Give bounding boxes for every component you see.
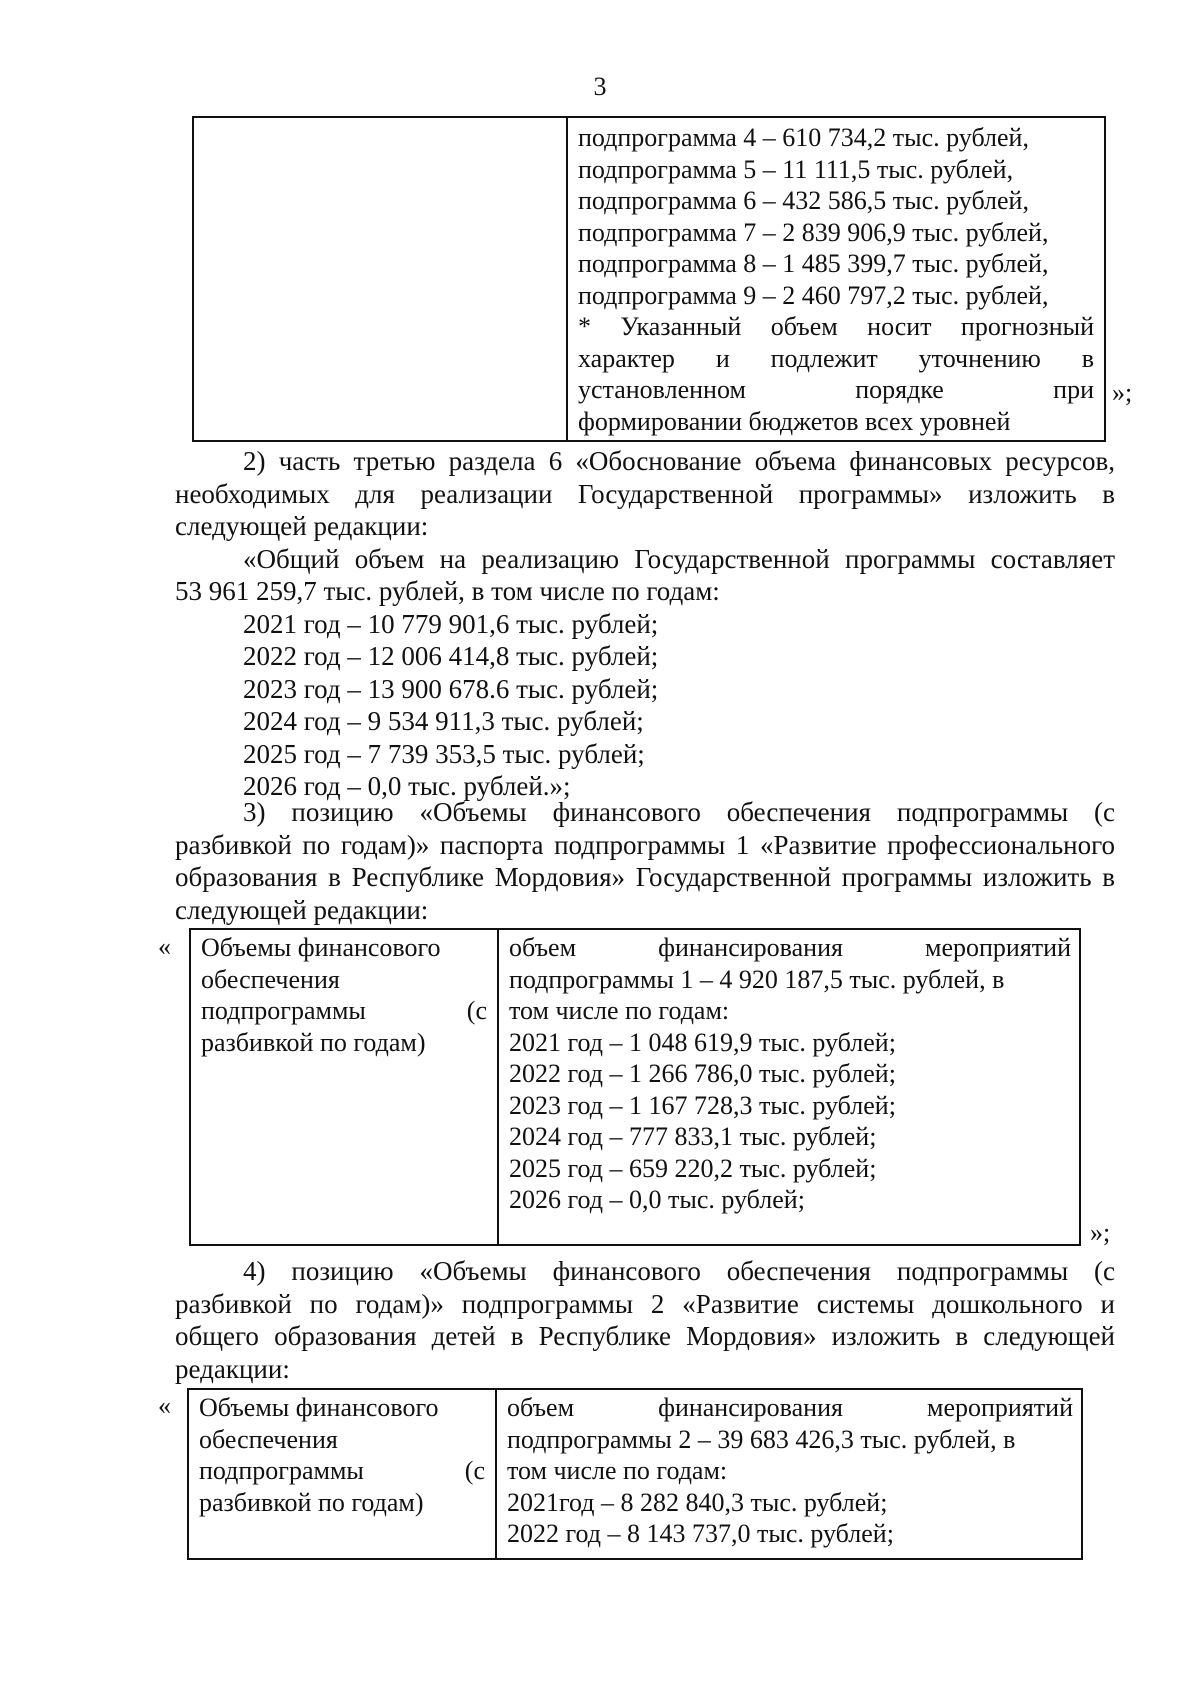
table3-right-line: 2022 год – 8 143 737,0 тыс. рублей; [507,1519,894,1548]
table2-right-line: 2021 год – 1 048 619,9 тыс. рублей; [509,1027,896,1057]
table3-right-line: подпрограммы 2 – 39 683 426,3 тыс. рублей, в [507,1424,1016,1454]
table3-right-line: 2021год – 8 282 840,3 тыс. рублей; [507,1487,888,1517]
table3-right-line: объем финансирования мероприятий [507,1393,1073,1422]
table2-right-line: том числе по годам: [509,996,730,1025]
subprogram2-financing-table [187,1388,1083,1560]
table3-left-line: Объемы финансового [199,1393,439,1422]
section2-year-line: 2023 год – 13 900 678.6 тыс. рублей; [243,673,659,704]
table3-right-cell [496,1389,1082,1559]
table1-line: подпрограмма 5 – 11 111,5 тыс. рублей, [578,154,1014,184]
table1-line: подпрограмма 4 – 610 734,2 тыс. рублей, [578,123,1029,152]
section2-year-line: 2024 год – 9 534 911,3 тыс. рублей; [243,706,644,736]
table1-left-cell [193,117,567,441]
section2-paragraph: 2) часть третью раздела 6 «Обоснование объема финансовых ресурсов, необходимых для реализации Государственной программы» изложить в следующей редакции: [175,446,1115,541]
table2-left-line: подпрограммы (с [201,996,487,1025]
table3-left-line: разбивкой по годам) [199,1487,424,1517]
table3-left-line: подпрограммы (с [199,1456,485,1485]
table2-right-line: подпрограммы 1 – 4 920 187,5 тыс. рублей, в [509,964,1005,994]
section2-year-line: 2022 год – 12 006 414,8 тыс. рублей; [243,641,659,671]
table1-note-line: установленном порядке при [578,375,1094,404]
table2-left-cell [190,929,498,1245]
financing-table-continuation [192,116,1106,442]
table1-line: подпрограмма 6 – 432 586,5 тыс. рублей, [578,186,1029,215]
table2-left-line: Объемы финансового [201,933,441,962]
section-4 [175,1255,1115,1385]
section2-year-line: 2025 год – 7 739 353,5 тыс. рублей; [243,738,645,769]
table1-note-line: * Указанный объем носит прогнозный [578,312,1094,341]
table2-close-quote: »; [1090,1218,1111,1247]
page-number: 3 [593,72,607,101]
table2-right-line: 2022 год – 1 266 786,0 тыс. рублей; [509,1059,896,1088]
section3-paragraph: 3) позицию «Объемы финансового обеспечения подпрограммы (с разбивкой по годам)» паспорта подпрограммы 1 «Развитие профессионального образования в Республике Мордовия» Государственной программы изложить в следующей редакции: [175,797,1115,925]
section4-paragraph: 4) позицию «Объемы финансового обеспечения подпрограммы (с разбивкой по годам)» подпрограммы 2 «Развитие системы дошкольного и общего образования детей в Республике Мордовия» изложить в следующей редакции: [175,1256,1115,1384]
table1-note-line: характер и подлежит уточнению в [578,343,1094,373]
table2-right-line: объем финансирования мероприятий [509,933,1071,962]
table2-left-line: разбивкой по годам) [201,1027,426,1057]
section2-quote-line: «Общий объем на реализацию Государственной программы составляет [243,543,1115,574]
table2-right-cell [498,929,1080,1245]
section2-year-line: 2021 год – 10 779 901,6 тыс. рублей; [243,608,659,639]
subprogram1-financing-table [189,928,1081,1246]
table3-left-line: обеспечения [199,1424,338,1454]
table1-note-line: формировании бюджетов всех уровней [578,406,1011,436]
table2-right-line: 2023 год – 1 167 728,3 тыс. рублей; [509,1090,896,1120]
table2-open-quote: « [158,932,171,961]
table2-right-line: 2025 год – 659 220,2 тыс. рублей; [509,1153,877,1183]
table1-line: подпрограмма 9 – 2 460 797,2 тыс. рублей, [578,280,1049,310]
table1-line: подпрограмма 7 – 2 839 906,9 тыс. рублей, [578,217,1049,247]
section2-quote-line: 53 961 259,7 тыс. рублей, в том числе по годам: [175,576,720,606]
table2-right-line: 2026 год – 0,0 тыс. рублей; [509,1185,805,1214]
table3-left-cell [188,1389,496,1559]
table2-left-line: обеспечения [201,964,340,994]
table3-right-line: том числе по годам: [507,1456,728,1485]
section2-year-line: 2026 год – 0,0 тыс. рублей.»; [243,771,571,801]
table1-right-cell [567,117,1105,441]
table2-right-line: 2024 год – 777 833,1 тыс. рублей; [509,1122,877,1151]
table1-line: подпрограмма 8 – 1 485 399,7 тыс. рублей, [578,249,1049,278]
section-3 [175,796,1115,926]
section-2 [175,445,1115,803]
table3-open-quote: « [158,1391,171,1420]
table1-close-quote: »; [1112,378,1133,407]
